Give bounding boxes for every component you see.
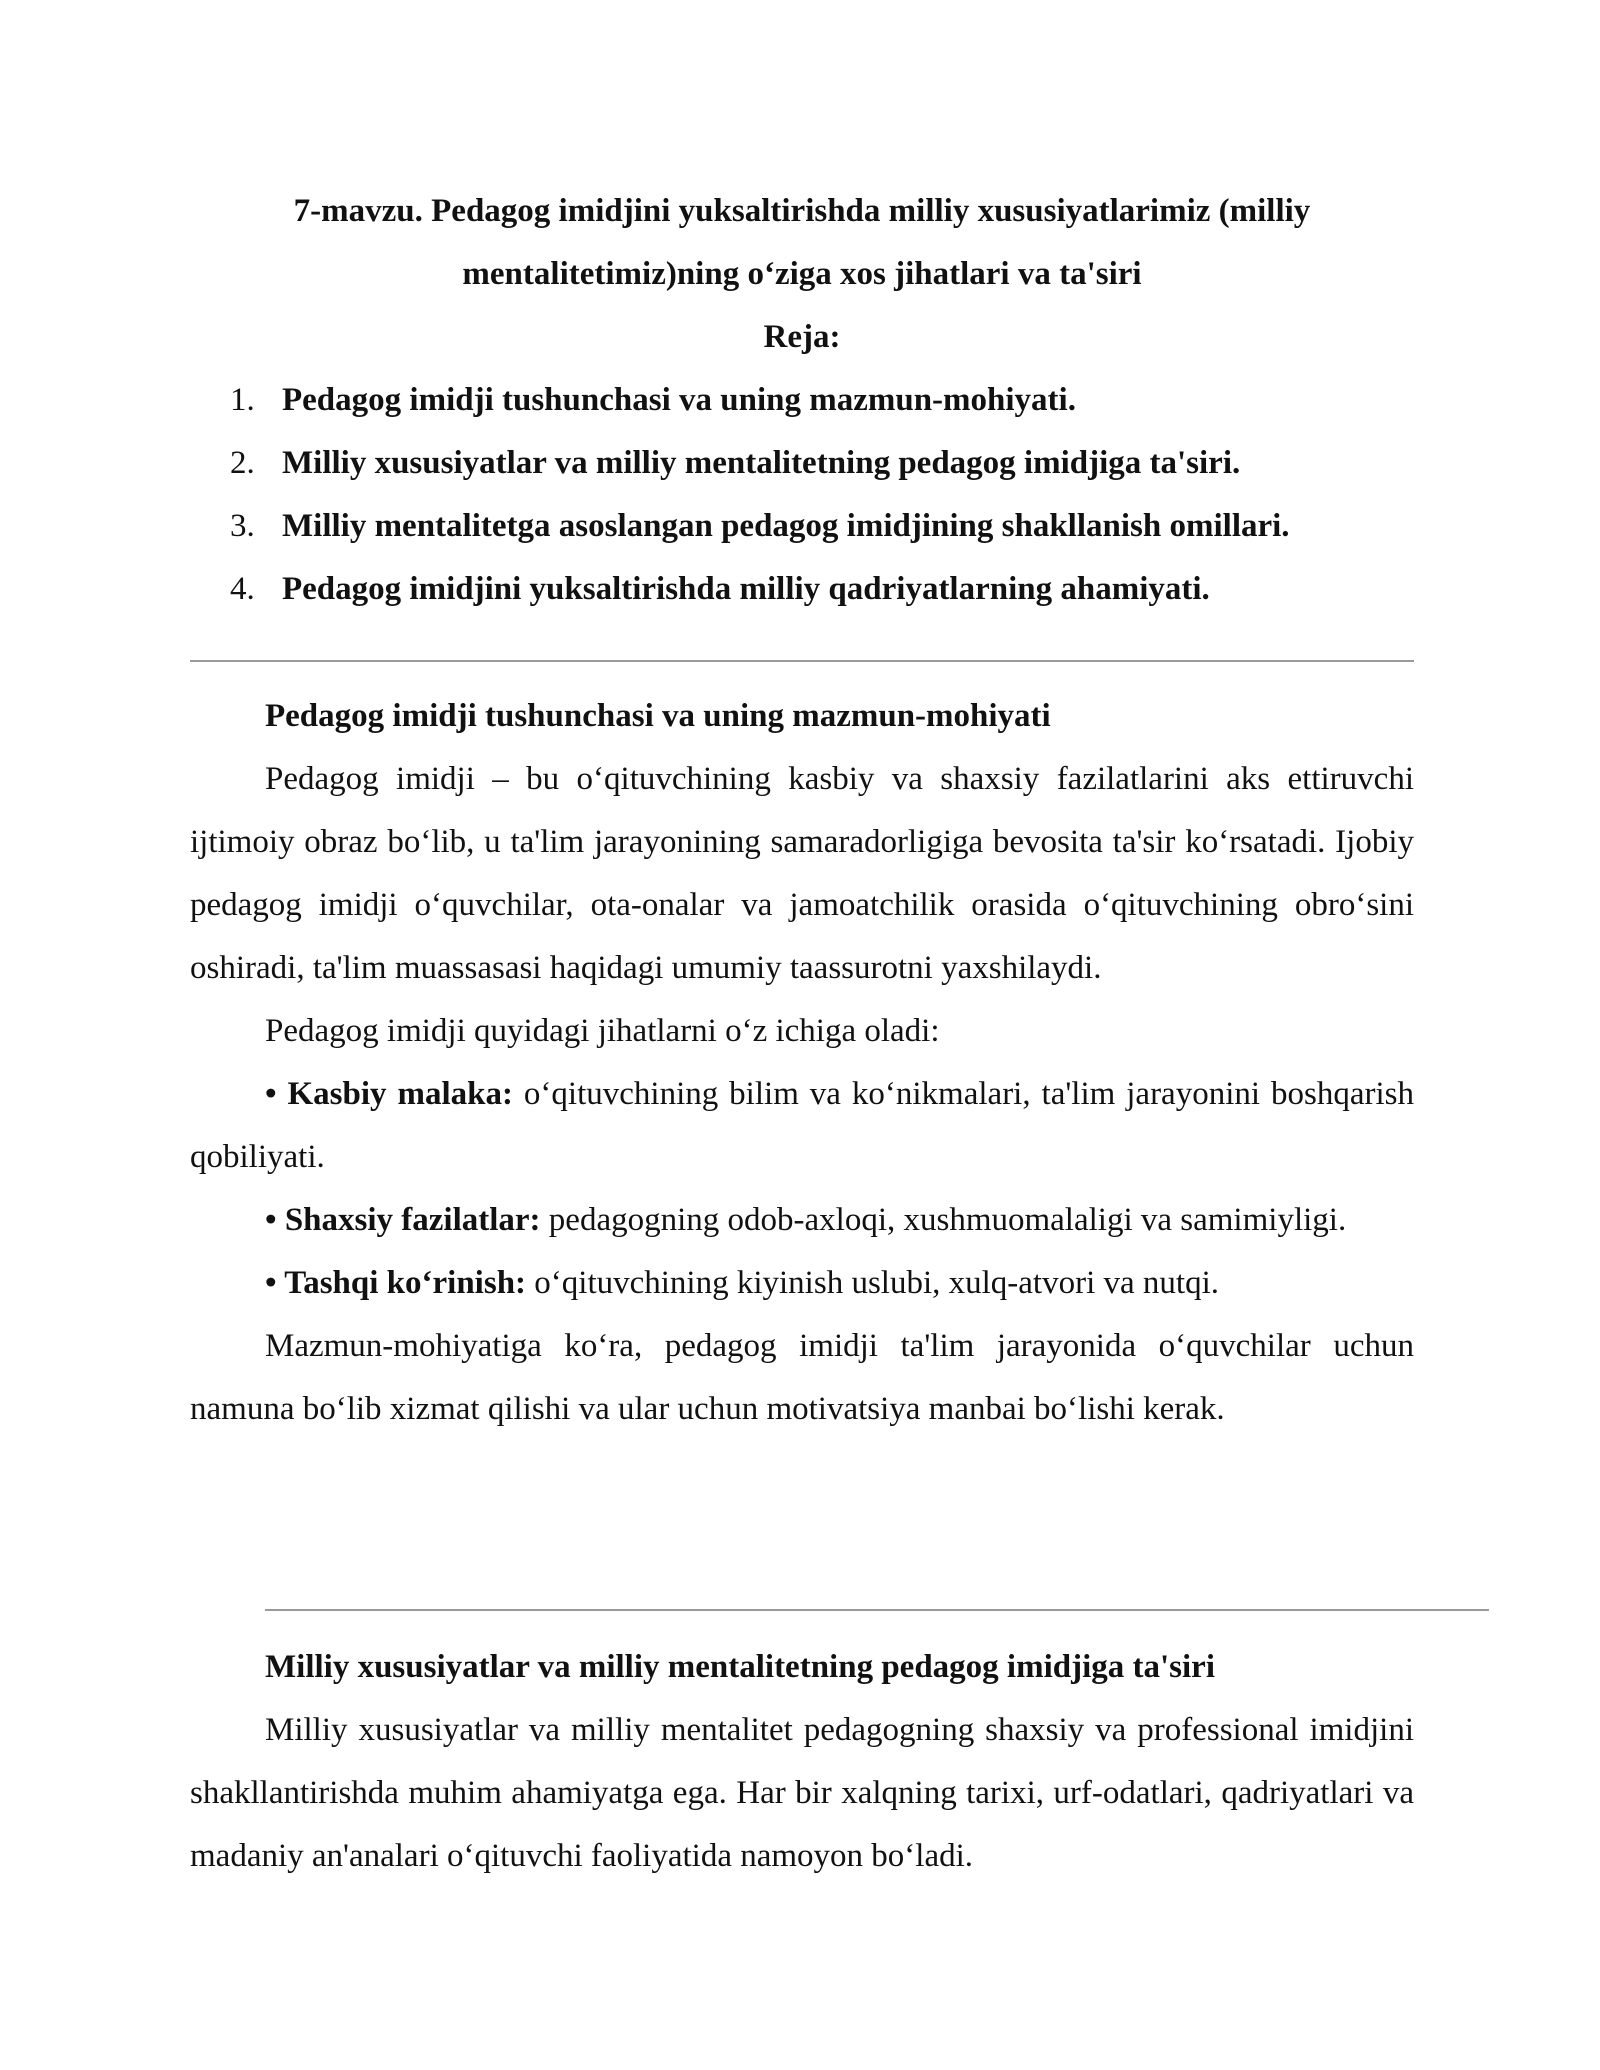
- document-title: [190, 180, 1414, 306]
- section-divider: [265, 1609, 1489, 1611]
- section-1: [190, 685, 1414, 1441]
- bullet-item: [190, 1063, 1414, 1189]
- section-1-paragraph-1: Pedagog imidji – bu o‘qituvchining kasbiy va shaxsiy fazilatlarini aks ettiruvchi ijtimoiy obraz bo‘lib, u ta'lim jarayonining samaradorligiga bevosita ta'sir ko‘rsatadi. Ijobiy pedagog imidji o‘quvchilar, ota-onalar va jamoatchilik orasida o‘qituvchining obro‘sini oshiradi, ta'lim muassasasi haqidagi umumiy taassurotni yaxshilaydi.: [190, 761, 1414, 986]
- plan-item-text: Milliy mentalitetga asoslangan pedagog imidjining shakllanish omillari.: [282, 508, 1290, 544]
- plan-item-number: 2.: [230, 445, 255, 481]
- bullet-dot-icon: •: [265, 1265, 285, 1301]
- section-2: [190, 1636, 1414, 1888]
- section-divider: [190, 660, 1414, 662]
- title-line-1: 7-mavzu. Pedagog imidjini yuksaltirishda milliy xususiyatlarimiz (milliy: [293, 193, 1311, 229]
- plan-item-text: Pedagog imidji tushunchasi va uning mazmun-mohiyati.: [282, 382, 1076, 418]
- plan-item-number: 3.: [230, 508, 255, 544]
- section-1-heading: Pedagog imidji tushunchasi va uning mazmun-mohiyati: [265, 698, 1051, 734]
- bullet-text: o‘qituvchining kiyinish uslubi, xulq-atvori va nutqi.: [526, 1265, 1219, 1301]
- bullet-item: [190, 1252, 1414, 1315]
- plan-item: [230, 558, 1290, 621]
- title-line-2: mentalitetimiz)ning o‘ziga xos jihatlari va ta'siri: [462, 256, 1142, 292]
- plan-list: [230, 369, 1290, 621]
- plan-heading: Reja:: [763, 319, 841, 355]
- section-2-paragraph-1: Milliy xususiyatlar va milliy mentalitet pedagogning shaxsiy va professional imidjini shakllantirishda muhim ahamiyatga ega. Har bir xalqning tarixi, urf-odatlari, qadriyatlari va madaniy an'analari o‘qituvchi faoliyatida namoyon bo‘ladi.: [190, 1712, 1414, 1874]
- plan-item: [230, 495, 1290, 558]
- plan-item-text: Milliy xususiyatlar va milliy mentalitetning pedagog imidjiga ta'siri.: [282, 445, 1241, 481]
- plan-item-number: 4.: [230, 571, 255, 607]
- plan-item: [230, 369, 1290, 432]
- section-1-paragraph-2: Pedagog imidji quyidagi jihatlarni o‘z ichiga oladi:: [265, 1013, 940, 1049]
- bullet-term: Tashqi ko‘rinish:: [284, 1265, 527, 1301]
- bullet-term: Shaxsiy fazilatlar:: [284, 1202, 541, 1238]
- plan-item: [230, 432, 1290, 495]
- plan-item-text: Pedagog imidjini yuksaltirishda milliy qadriyatlarning ahamiyati.: [282, 571, 1210, 607]
- bullet-text: pedagogning odob-axloqi, xushmuomalaligi va samimiyligi.: [540, 1202, 1347, 1238]
- bullet-dot-icon: •: [265, 1202, 285, 1238]
- section-2-heading: Milliy xususiyatlar va milliy mentalitetning pedagog imidjiga ta'siri: [265, 1649, 1215, 1685]
- bullet-text: o‘qituvchining bilim va ko‘nikmalari, ta'lim jarayonini boshqarish qobiliyati.: [190, 1076, 1414, 1175]
- bullet-item: [190, 1189, 1414, 1252]
- bullet-term: Kasbiy malaka:: [287, 1076, 513, 1112]
- bullet-dot-icon: •: [265, 1076, 288, 1112]
- plan-item-number: 1.: [230, 382, 255, 418]
- section-1-paragraph-3: Mazmun-mohiyatiga ko‘ra, pedagog imidji ta'lim jarayonida o‘quvchilar uchun namuna bo‘lib xizmat qilishi va ular uchun motivatsiya manbai bo‘lishi kerak.: [190, 1328, 1414, 1427]
